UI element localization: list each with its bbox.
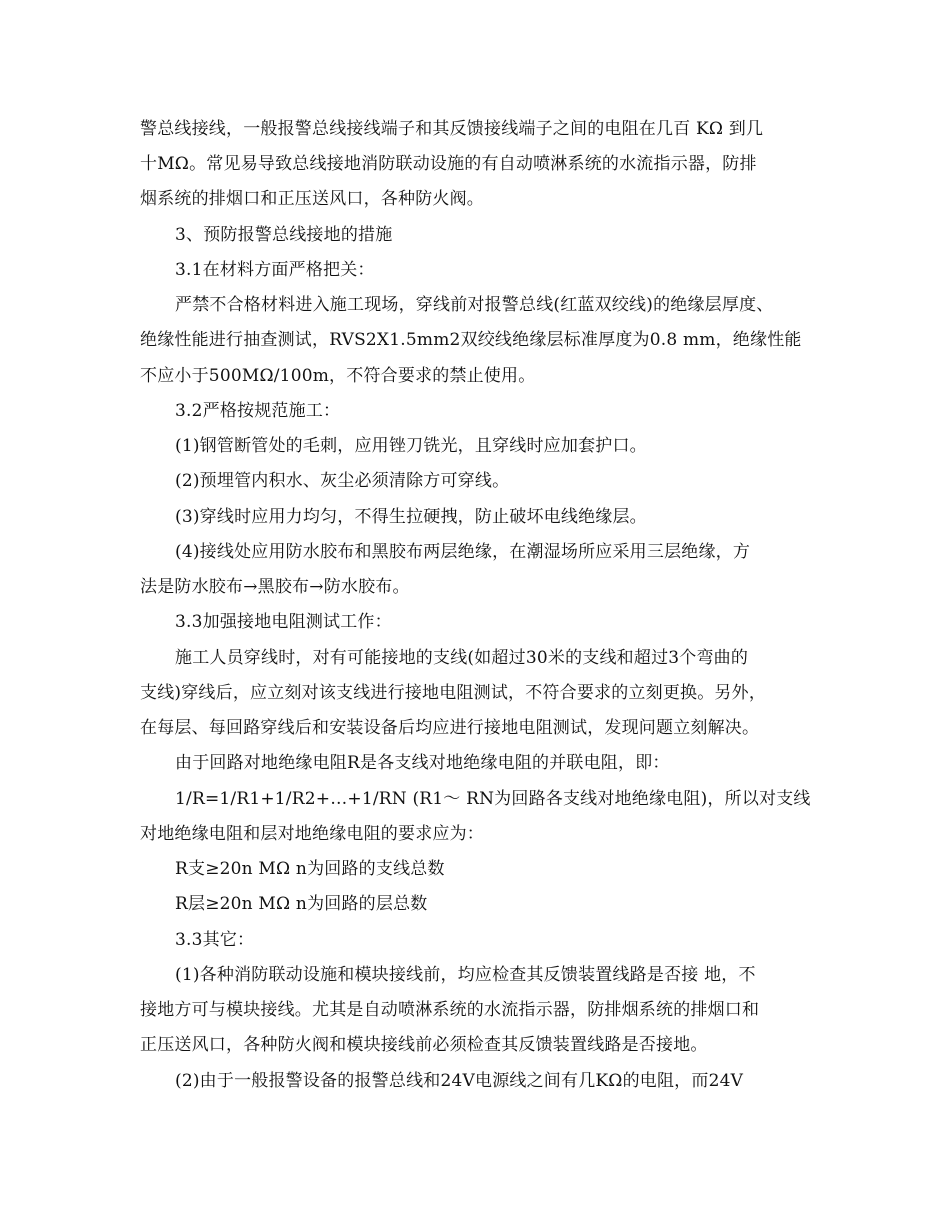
list-item: (4)接线处应用防水胶布和黑胶布两层绝缘，在潮湿场所应采用三层绝缘，方 bbox=[175, 542, 751, 562]
subsection-heading: 3.2严格按规范施工： bbox=[175, 401, 341, 421]
text-line: 对地绝缘电阻和层对地绝缘电阻的要求应为： bbox=[140, 824, 484, 844]
list-item: (1)各种消防联动设施和模块接线前，均应检查其反馈装置线路是否接 地，不 bbox=[175, 965, 756, 985]
formula-line: 1/R=1/R1+1/R2+…+1/RN (R1～ RN为回路各支线对地绝缘电阻)，所以对支线 bbox=[175, 789, 811, 809]
list-item: (3)穿线时应用力均匀，不得生拉硬拽，防止破坏电线绝缘层。 bbox=[175, 507, 647, 527]
text-line: 不应小于500MΩ/100m，不符合要求的禁止使用。 bbox=[140, 366, 536, 386]
list-item: (1)钢管断管处的毛刺，应用锉刀铣光，且穿线时应加套护口。 bbox=[175, 436, 647, 456]
text-line: 警总线接线，一般报警总线接线端子和其反馈接线端子之间的电阻在几百 KΩ 到几 bbox=[140, 119, 764, 139]
subsection-heading: 3.3加强接地电阻测试工作： bbox=[175, 612, 392, 632]
text-line: 法是防水胶布→黑胶布→防水胶布。 bbox=[140, 577, 410, 597]
text-line: 接地方可与模块接线。尤其是自动喷淋系统的水流指示器，防排烟系统的排烟口和 bbox=[140, 1000, 760, 1020]
formula-line: R支≥20n MΩ n为回路的支线总数 bbox=[175, 859, 445, 879]
text-line: 严禁不合格材料进入施工现场，穿线前对报警总线(红蓝双绞线)的绝缘层厚度、 bbox=[175, 295, 774, 315]
text-line: 在每层、每回路穿线后和安装设备后均应进行接地电阻测试，发现问题立刻解决。 bbox=[140, 718, 760, 738]
text-line: 施工人员穿线时，对有可能接地的支线(如超过30米的支线和超过3个弯曲的 bbox=[175, 648, 749, 668]
section-heading: 3、预防报警总线接地的措施 bbox=[175, 225, 393, 245]
text-line: 烟系统的排烟口和正压送风口，各种防火阀。 bbox=[140, 189, 484, 209]
subsection-heading: 3.1在材料方面严格把关： bbox=[175, 260, 375, 280]
formula-line: R层≥20n MΩ n为回路的层总数 bbox=[175, 894, 428, 914]
list-item: (2)预埋管内积水、灰尘必须清除方可穿线。 bbox=[175, 471, 510, 491]
list-item: (2)由于一般报警设备的报警总线和24V电源线之间有几KΩ的电阻，而24V bbox=[175, 1071, 744, 1091]
subsection-heading: 3.3其它： bbox=[175, 930, 255, 950]
text-line: 正压送风口，各种防火阀和模块接线前必须检查其反馈装置线路是否接地。 bbox=[140, 1035, 708, 1055]
text-line: 由于回路对地绝缘电阻R是各支线对地绝缘电阻的并联电阻，即： bbox=[175, 753, 670, 773]
text-line: 支线)穿线后，应立刻对该支线进行接地电阻测试，不符合要求的立刻更换。另外， bbox=[140, 683, 767, 703]
text-line: 十MΩ。常见易导致总线接地消防联动设施的有自动喷淋系统的水流指示器，防排 bbox=[140, 154, 757, 174]
text-line: 绝缘性能进行抽查测试，RVS2X1.5mm2双绞线绝缘层标准厚度为0.8 mm，绝缘性能 bbox=[140, 330, 802, 350]
